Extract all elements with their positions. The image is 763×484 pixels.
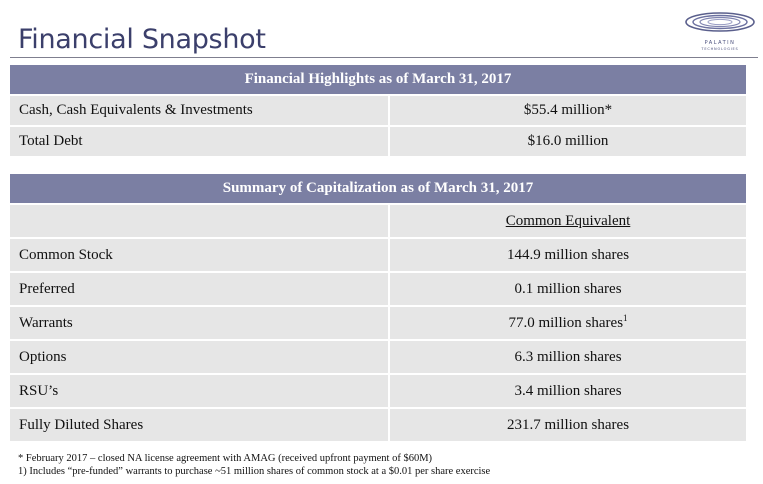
cap-label: Fully Diluted Shares (10, 407, 390, 441)
table-row (10, 339, 746, 373)
cap-label: Common Stock (10, 237, 390, 271)
table-row (10, 237, 746, 271)
highlights-label: Total Debt (10, 125, 390, 156)
cap-label: Warrants (10, 305, 390, 339)
logo-subtitle: TECHNOLOGIES (701, 47, 739, 51)
cap-value: 3.4 million shares (514, 382, 622, 399)
table-row (10, 271, 746, 305)
footnote: 1) Includes “pre-funded” warrants to purchase ~51 million shares of common stock at a $0.01 per share exercise (18, 466, 491, 477)
table-row (10, 305, 746, 339)
table-row (10, 125, 746, 156)
table-row (10, 407, 746, 441)
capitalization-header: Summary of Capitalization as of March 31, 2017 (10, 174, 746, 203)
cap-value: 0.1 million shares (514, 280, 622, 297)
cap-label: RSU’s (10, 373, 390, 407)
title-divider (10, 57, 758, 58)
financial-highlights-table (10, 65, 746, 156)
common-equivalent-column-header: Common Equivalent (505, 212, 631, 229)
empty-cell (10, 203, 390, 237)
cap-footnote-ref: 1 (623, 312, 628, 323)
highlights-value: $16.0 million (390, 125, 746, 156)
table-row (10, 94, 746, 125)
cap-value: 144.9 million shares (506, 246, 630, 263)
footnote: * February 2017 – closed NA license agreement with AMAG (received upfront payment of $60M) (18, 453, 433, 464)
cap-value: 6.3 million shares (514, 348, 622, 365)
page-title: Financial Snapshot (18, 24, 266, 55)
table-row (10, 203, 746, 237)
logo-name: PALATIN (704, 40, 736, 46)
capitalization-table (10, 174, 746, 441)
table-row (10, 373, 746, 407)
highlights-header: Financial Highlights as of March 31, 2017 (10, 65, 746, 94)
footnotes (18, 452, 490, 478)
cap-value: 231.7 million shares (506, 416, 630, 433)
cap-label: Options (10, 339, 390, 373)
highlights-value: $55.4 million* (390, 94, 746, 125)
cap-label: Preferred (10, 271, 390, 305)
highlights-label: Cash, Cash Equivalents & Investments (10, 94, 390, 125)
cap-value: 77.0 million shares (508, 314, 624, 331)
